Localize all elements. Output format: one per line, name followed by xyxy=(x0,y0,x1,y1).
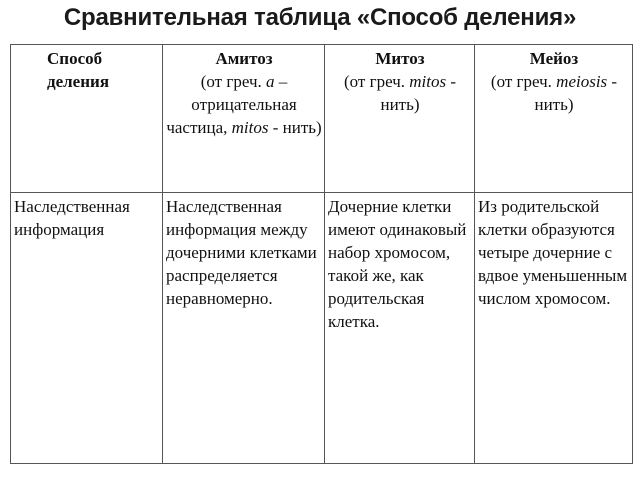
table-header-row xyxy=(11,45,633,193)
header-division-method-label: Способ деления xyxy=(47,49,110,91)
header-mitosis-name: Митоз xyxy=(375,49,425,68)
header-amitosis-etymology: (от греч. a – отрицательная частица, mitos - нить) xyxy=(166,72,322,137)
header-amitosis xyxy=(163,45,325,193)
cell-mitosis: Дочерние клетки имеют одинаковый набор хромосом, такой же, как родительская клетка. xyxy=(325,193,475,464)
page-title: Сравнительная таблица «Способ деления» xyxy=(63,4,577,31)
header-division-method xyxy=(11,45,163,193)
table-row xyxy=(11,193,633,464)
header-mitosis-etymology: (от греч. mitos - нить) xyxy=(343,72,457,114)
cell-meiosis: Из родительской клетки образуются четыре дочерние с вдвое уменьшенным числом хромосом. xyxy=(475,193,633,464)
header-amitosis-name: Амитоз xyxy=(215,49,273,68)
header-meiosis-etymology: (от греч. meiosis - нить) xyxy=(490,72,618,114)
header-mitosis xyxy=(325,45,475,193)
comparison-table xyxy=(10,44,633,464)
cell-amitosis: Наследственная информация между дочерними клетками распределяется неравномерно. xyxy=(163,193,325,464)
row-label-heredity: Наследственная информация xyxy=(11,193,163,464)
header-meiosis-name: Мейоз xyxy=(529,49,579,68)
header-meiosis xyxy=(475,45,633,193)
